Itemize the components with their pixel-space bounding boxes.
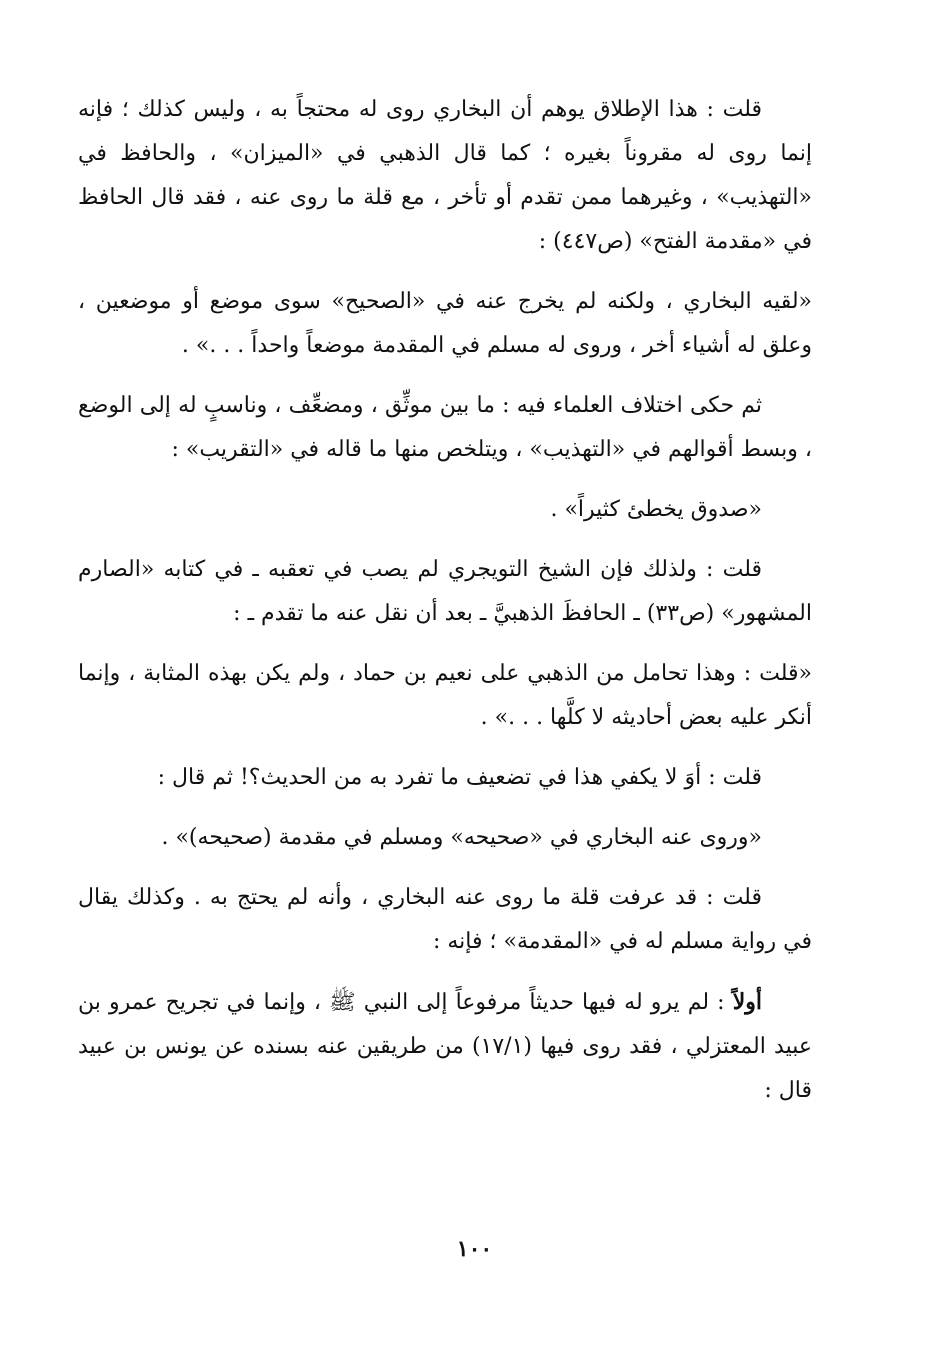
paragraph-6 xyxy=(78,980,812,1113)
paragraph-2: ثم حكى اختلاف العلماء فيه : ما بين موثِّق ، ومضعِّف ، وناسبٍ له إلى الوضع ، وبسط أقوالهم في «التهذيب» ، ويتلخص منها ما قاله في «التقريب» : xyxy=(78,393,812,462)
page-number: ١٠٠ xyxy=(456,1236,493,1262)
paragraph-5: قلت : قد عرفت قلة ما روى عنه البخاري ، وأنه لم يحتج به . وكذلك يقال في رواية مسلم له في «المقدمة» ؛ فإنه : xyxy=(78,885,812,954)
quote-taqrib: «صدوق يخطئ كثيراً» . xyxy=(550,497,762,522)
paragraph-4: قلت : أوَ لا يكفي هذا في تضعيف ما تفرد به من الحديث؟! ثم قال : xyxy=(157,765,762,790)
paragraph-6-text: : لم يرو له فيها حديثاً مرفوعاً إلى النبي ﷺ ، وإنما في تجريح عمرو بن عبيد المعتزلي ، فقد روى فيها (١٧/١) من طريقين عنه بسنده عن يونس بن عبيد قال : xyxy=(78,990,812,1103)
quote-fath: «لقيه البخاري ، ولكنه لم يخرج عنه في «الصحيح» سوى موضع أو موضعين ، وعلق له أشياء أخر ، وروى له مسلم في المقدمة موضعاً واحداً . . .» . xyxy=(78,289,812,358)
paragraph-3: قلت : ولذلك فإن الشيخ التويجري لم يصب في تعقبه ـ في كتابه «الصارم المشهور» (ص٣٣) ـ الحافظَ الذهبيَّ ـ بعد أن نقل عنه ما تقدم ـ : xyxy=(78,557,812,626)
paragraph-6-lead: أولاً xyxy=(732,989,762,1015)
quote-tuwaijri: «قلت : وهذا تحامل من الذهبي على نعيم بن حماد ، ولم يكن بهذه المثابة ، وإنما أنكر عليه بعض أحاديثه لا كلَّها . . .» . xyxy=(78,661,812,730)
page-body xyxy=(78,88,812,1129)
paragraph-1: قلت : هذا الإطلاق يوهم أن البخاري روى له محتجاً به ، وليس كذلك ؛ فإنه إنما روى له مقروناً بغيره ؛ كما قال الذهبي في «الميزان» ، والحافظ في «التهذيب» ، وغيرهما ممن تقدم أو تأخر ، مع قلة ما روى عنه ، فقد قال الحافظ في «مقدمة الفتح» (ص٤٤٧) : xyxy=(78,97,812,254)
quote-bukhari: «وروى عنه البخاري في «صحيحه» ومسلم في مقدمة (صحيحه)» . xyxy=(161,825,762,850)
